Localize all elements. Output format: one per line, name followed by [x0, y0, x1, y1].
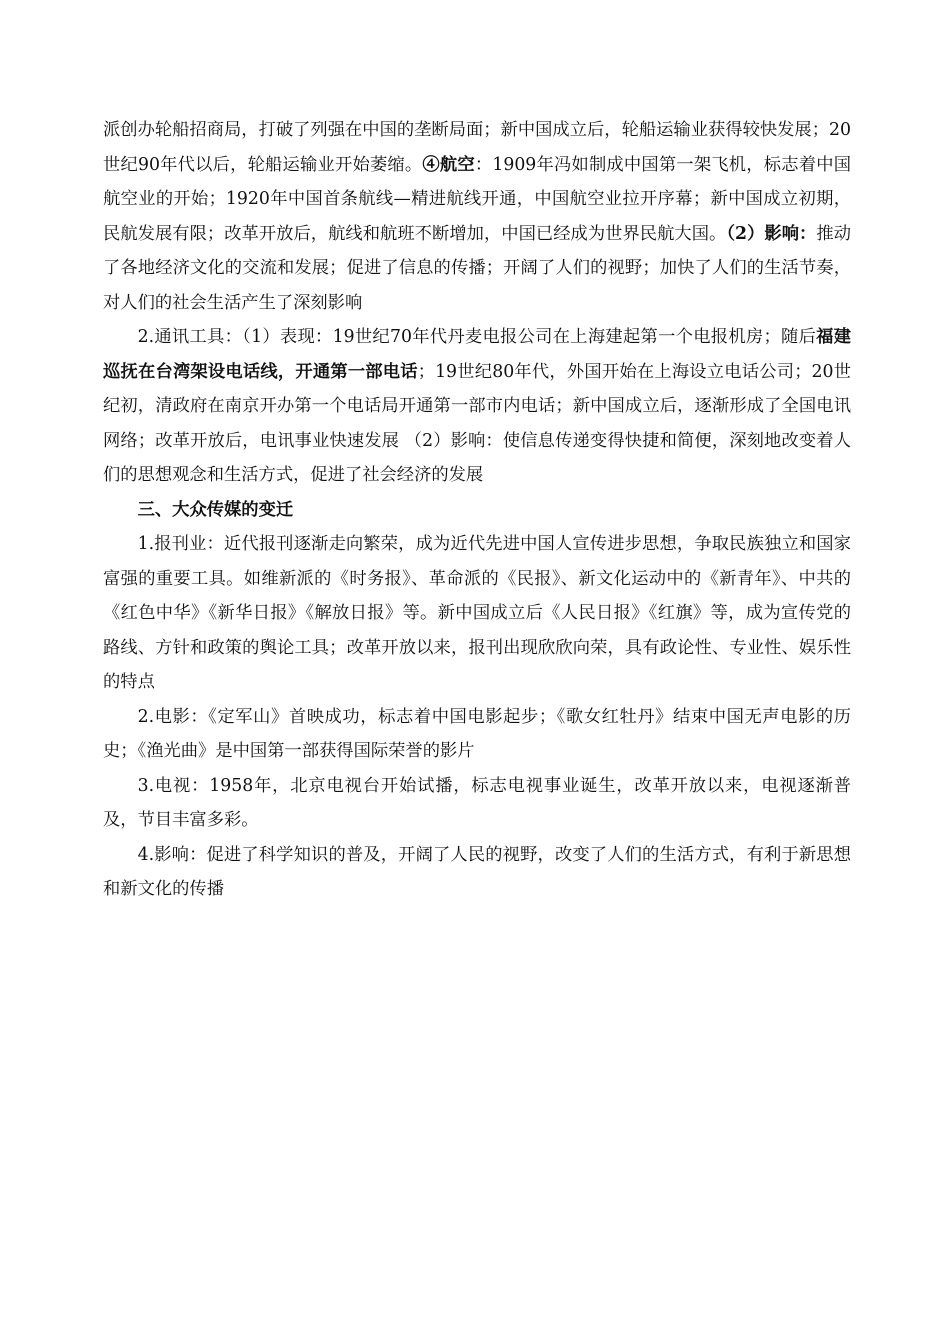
text-influence: 推动了各地经济文化的交流和发展；促进了信息的传播；开阔了人们的视野；加快了人们的生活节奏，对人们的社会生活产生了深刻影响 [103, 223, 851, 313]
section-heading: 三、大众传媒的变迁 [137, 499, 294, 520]
text-telecom-rest: ；19世纪80年代，外国开始在上海设立电话公司；20世纪初，清政府在南京开办第一个电话局开通第一部市内电话；新中国成立后，逐渐形成了全国电讯网络；改革开放后，电讯事业快速发展 （2）影响：使信息传递变得快捷和简便，深刻地改变着人们的思想观念和生活方式，促进了社会经济的发展 [103, 361, 851, 485]
paragraph-impact: 4.影响：促进了科学知识的普及，开阔了人民的视野，改变了人们的生活方式，有利于新思想和新文化的传播 [103, 844, 851, 899]
bold-aviation: ④航空 [422, 154, 475, 175]
text-telecom-intro: 2.通讯工具：（1）表现：19世纪70年代丹麦电报公司在上海建起第一个电报机房；随后 [137, 327, 817, 347]
document-page [103, 113, 851, 907]
paragraph-film: 2.电影：《定军山》首映成功，标志着中国电影起步；《歌女红牡丹》结束中国无声电影的历史；《渔光曲》是中国第一部获得国际荣誉的影片 [103, 706, 851, 761]
paragraph-tv: 3.电视：1958年，北京电视台开始试播，标志电视事业诞生，改革开放以来，电视逐渐普及，节目丰富多彩。 [103, 775, 851, 830]
paragraph-transport [103, 113, 851, 320]
bold-influence: （2）影响： [726, 223, 817, 244]
bold-telephone: 福建巡抚在台湾架设电话线，开通第一部电话 [103, 327, 851, 382]
text-shipping: 派创办轮船招商局，打破了列强在中国的垄断局面；新中国成立后，轮船运输业获得较快发展；20世纪90年代以后，轮船运输业开始萎缩。 [103, 120, 851, 175]
text-aviation: ：1909年冯如制成中国第一架飞机，标志着中国航空业的开始；1920年中国首条航线—精进航线开通，中国航空业拉开序幕；新中国成立初期，民航发展有限；改革开放后，航线和航班不断增加，中国已经成为世界民航大国。 [103, 154, 851, 244]
paragraph-press: 1.报刊业：近代报刊逐渐走向繁荣，成为近代先进中国人宣传进步思想，争取民族独立和国家富强的重要工具。如维新派的《时务报》、革命派的《民报》、新文化运动中的《新青年》、中共的《红色中华》《新华日报》《解放日报》等。新中国成立后《人民日报》《红旗》等，成为宣传党的路线、方针和政策的舆论工具；改革开放以来，报刊出现欣欣向荣，具有政论性、专业性、娱乐性的特点 [103, 534, 851, 692]
paragraph-telecom [103, 320, 851, 493]
